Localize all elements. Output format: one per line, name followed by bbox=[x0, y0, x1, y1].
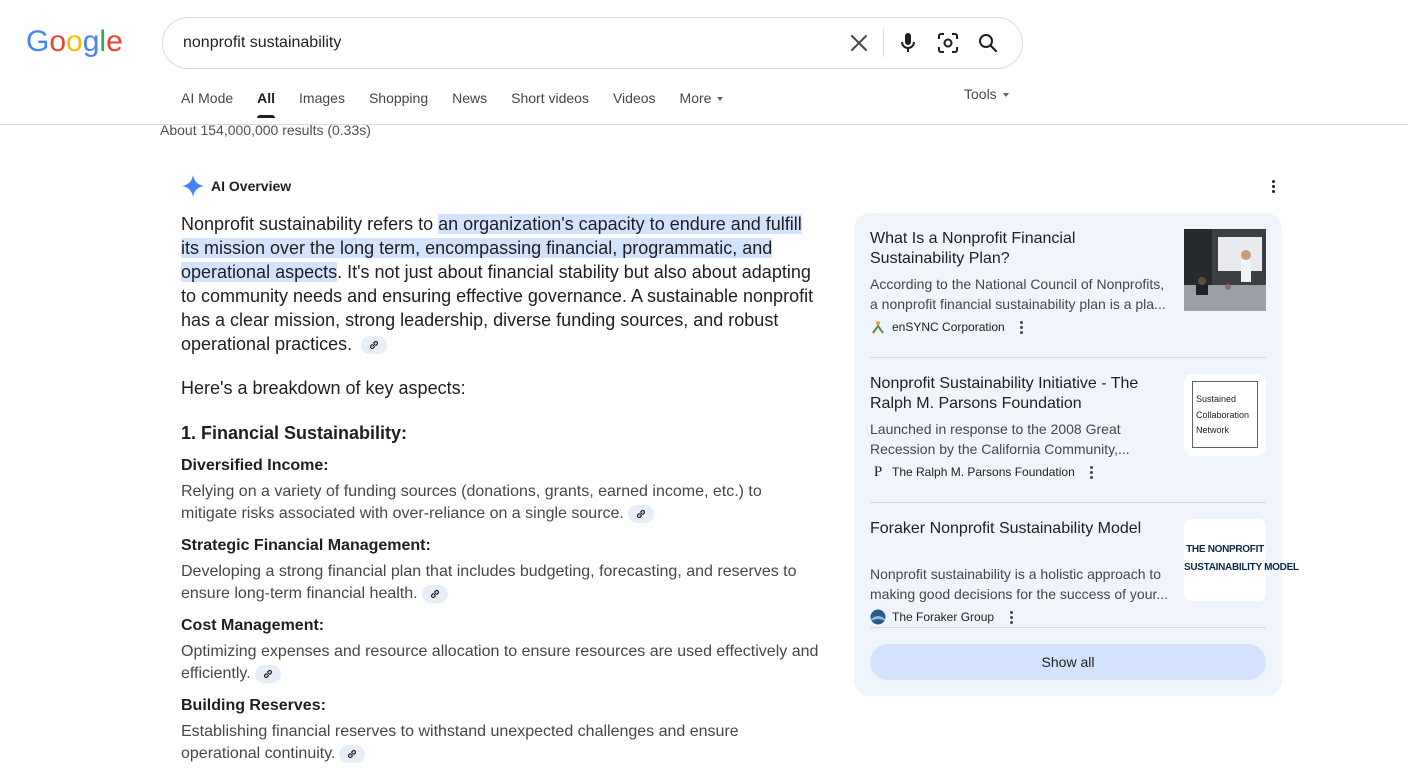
source-site: enSYNC Corporation bbox=[892, 320, 1005, 334]
source-more-icon[interactable] bbox=[1013, 318, 1031, 336]
ensync-favicon-icon bbox=[870, 319, 886, 335]
section-title: 1. Financial Sustainability: bbox=[181, 423, 408, 443]
citation-link-icon[interactable] bbox=[339, 745, 365, 763]
aspect-description bbox=[181, 481, 821, 525]
citation-link-icon[interactable] bbox=[361, 336, 387, 354]
source-title[interactable]: What Is a Nonprofit Financial Sustainability Plan? bbox=[870, 230, 1076, 267]
chevron-down-icon bbox=[717, 97, 723, 101]
aspect-description bbox=[181, 721, 821, 765]
source-divider bbox=[870, 627, 1266, 628]
ai-overview-title: AI Overview bbox=[211, 178, 292, 194]
source-thumbnail[interactable] bbox=[1184, 519, 1299, 601]
foraker-favicon-icon bbox=[870, 609, 886, 625]
summary-continued: . It's not just about financial stability but also about adapting to community needs and ensuring effective governance. A sustainable nonprofit has a clear mission, strong leadership, diverse funding sources, and robust operational practices. bbox=[181, 262, 814, 354]
tab-more[interactable] bbox=[680, 86, 724, 118]
tools-button[interactable] bbox=[964, 82, 1009, 106]
summary-intro: Nonprofit sustainability refers to bbox=[181, 214, 439, 234]
clear-icon[interactable] bbox=[839, 23, 879, 63]
aspect-title: Cost Management: bbox=[181, 617, 325, 634]
source-title[interactable]: Foraker Nonprofit Sustainability Model bbox=[870, 520, 1142, 537]
source-thumbnail[interactable] bbox=[1184, 374, 1266, 456]
google-logo[interactable] bbox=[26, 25, 123, 58]
source-meta bbox=[870, 463, 1101, 481]
aspect-title: Strategic Financial Management: bbox=[181, 537, 431, 554]
thumbnail-line: Network bbox=[1196, 425, 1230, 435]
tab-short-videos[interactable]: Short videos bbox=[511, 90, 589, 106]
aspect-description bbox=[181, 641, 821, 685]
thumbnail-caption bbox=[1184, 541, 1299, 577]
search-icon[interactable] bbox=[968, 23, 1008, 63]
thumbnail-caption bbox=[1196, 392, 1249, 439]
tools-label: Tools bbox=[964, 86, 997, 102]
source-snippet: According to the National Council of Nonprofits, a nonprofit financial sustainability plan is a pla... bbox=[870, 276, 1166, 312]
source-title[interactable]: Nonprofit Sustainability Initiative - The Ralph M. Parsons Foundation bbox=[870, 375, 1139, 412]
search-divider bbox=[883, 29, 884, 57]
aspect-description-text: Optimizing expenses and resource allocation to ensure resources are used effectively and efficiently. bbox=[181, 643, 819, 682]
tab-videos[interactable]: Videos bbox=[612, 90, 656, 106]
thumbnail-line: Collaboration bbox=[1196, 409, 1250, 420]
thumbnail-line: SUSTAINABILITY MODEL bbox=[1184, 562, 1299, 573]
source-thumbnail[interactable] bbox=[1184, 229, 1266, 311]
aspect-description-text: Establishing financial reserves to withstand unexpected challenges and ensure operational continuity. bbox=[181, 723, 739, 762]
results-count: About 154,000,000 results (0.33s) bbox=[160, 122, 371, 138]
tab-shopping[interactable]: Shopping bbox=[368, 90, 429, 106]
aspect-title: Diversified Income: bbox=[181, 457, 329, 474]
source-card[interactable] bbox=[870, 358, 1266, 488]
sources-panel bbox=[854, 213, 1299, 696]
mic-icon[interactable] bbox=[888, 23, 928, 63]
citation-link-icon[interactable] bbox=[255, 665, 281, 683]
source-more-icon[interactable] bbox=[1083, 463, 1101, 481]
search-input[interactable] bbox=[183, 28, 823, 58]
tab-images[interactable]: Images bbox=[299, 90, 345, 106]
ai-overview-summary bbox=[181, 212, 821, 356]
source-meta bbox=[870, 608, 1020, 626]
thumbnail-line: THE NONPROFIT bbox=[1186, 544, 1264, 555]
chevron-down-icon bbox=[1003, 93, 1009, 97]
ai-overview-more-icon[interactable] bbox=[1261, 174, 1285, 198]
aspect-title: Building Reserves: bbox=[181, 697, 326, 714]
parsons-favicon-icon: P bbox=[873, 463, 883, 480]
tab-more-label: More bbox=[679, 90, 712, 106]
citation-link-icon[interactable] bbox=[422, 585, 448, 603]
source-site: The Foraker Group bbox=[892, 610, 995, 624]
thumbnail-line: Sustained bbox=[1196, 394, 1237, 404]
aspect-description-text: Developing a strong financial plan that includes budgeting, forecasting, and reserves to ensure long-term financial health. bbox=[181, 563, 797, 602]
breakdown-intro: Here's a breakdown of key aspects: bbox=[181, 378, 466, 398]
svg-text:Google: Google bbox=[26, 25, 123, 58]
ai-overview-body bbox=[181, 212, 821, 765]
source-meta bbox=[870, 318, 1031, 336]
search-box bbox=[162, 17, 1023, 69]
aspect-description bbox=[181, 561, 821, 605]
source-snippet: Nonprofit sustainability is a holistic approach to making good decisions for the success of your... bbox=[870, 566, 1169, 602]
source-snippet: Launched in response to the 2008 Great Recession by the California Community,... bbox=[870, 421, 1130, 457]
tab-news[interactable]: News bbox=[452, 90, 488, 106]
tab-all[interactable]: All bbox=[257, 86, 275, 118]
show-all-button[interactable]: Show all bbox=[870, 644, 1266, 680]
ai-overview-header bbox=[181, 174, 291, 198]
source-card[interactable] bbox=[870, 503, 1299, 633]
summary-highlight[interactable]: an organization's capacity to endure and fulfill its mission over the long term, encompassing financial, programmatic, and operational aspects bbox=[181, 214, 802, 282]
source-site: The Ralph M. Parsons Foundation bbox=[892, 465, 1075, 479]
search-nav-tabs bbox=[181, 86, 747, 122]
citation-link-icon[interactable] bbox=[628, 505, 654, 523]
source-more-icon[interactable] bbox=[1002, 608, 1020, 626]
lens-icon[interactable] bbox=[928, 23, 968, 63]
aspect-description-text: Relying on a variety of funding sources (donations, grants, earned income, etc.) to mitigate risks associated with over-reliance on a single source. bbox=[181, 483, 762, 522]
tab-ai-mode[interactable]: AI Mode bbox=[181, 90, 234, 106]
gemini-sparkle-icon bbox=[181, 174, 205, 198]
source-card[interactable] bbox=[870, 213, 1266, 343]
